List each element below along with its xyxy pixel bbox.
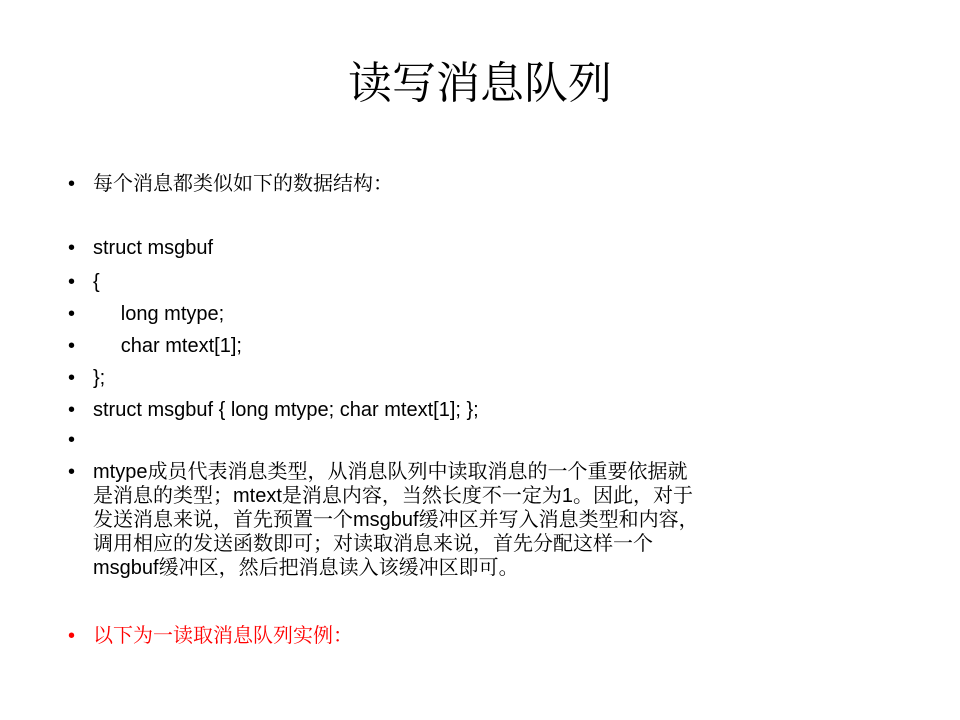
slide-title: 读写消息队列	[348, 59, 612, 108]
bullet-marker: •	[68, 237, 76, 259]
bullet-marker: •	[68, 461, 76, 483]
bullet-text: struct msgbuf	[93, 237, 214, 259]
bullet-text: {	[93, 271, 100, 293]
paragraph-line: 调用相应的发送函数即可；对读取消息来说，首先分配这样一个	[93, 533, 653, 555]
bullet-marker: •	[68, 367, 76, 389]
bullet-marker: •	[68, 429, 76, 451]
bullet-text: };	[93, 367, 106, 389]
bullet-marker: •	[68, 271, 76, 293]
bullet-text: struct msgbuf { long mtype; char mtext[1]; };	[93, 399, 479, 421]
paragraph-line: mtype成员代表消息类型，从消息队列中读取消息的一个重要依据就	[93, 461, 688, 483]
bullet-marker: •	[68, 335, 76, 357]
bullet-text: char mtext[1];	[93, 335, 242, 357]
paragraph-line: 发送消息来说，首先预置一个msgbuf缓冲区并写入消息类型和内容，	[93, 509, 699, 531]
paragraph-line: 是消息的类型；mtext是消息内容，当然长度不一定为1。因此，对于	[93, 485, 694, 507]
bullet-marker: •	[68, 625, 76, 647]
paragraph-line: msgbuf缓冲区，然后把消息读入该缓冲区即可。	[93, 557, 519, 579]
bullet-marker: •	[68, 399, 76, 421]
bullet-marker: •	[68, 303, 76, 325]
bullet-text: 每个消息都类似如下的数据结构：	[93, 173, 393, 195]
bullet-text: long mtype;	[93, 303, 225, 325]
bullet-text: 以下为一读取消息队列实例：	[93, 625, 353, 647]
bullet-marker: •	[68, 173, 76, 195]
